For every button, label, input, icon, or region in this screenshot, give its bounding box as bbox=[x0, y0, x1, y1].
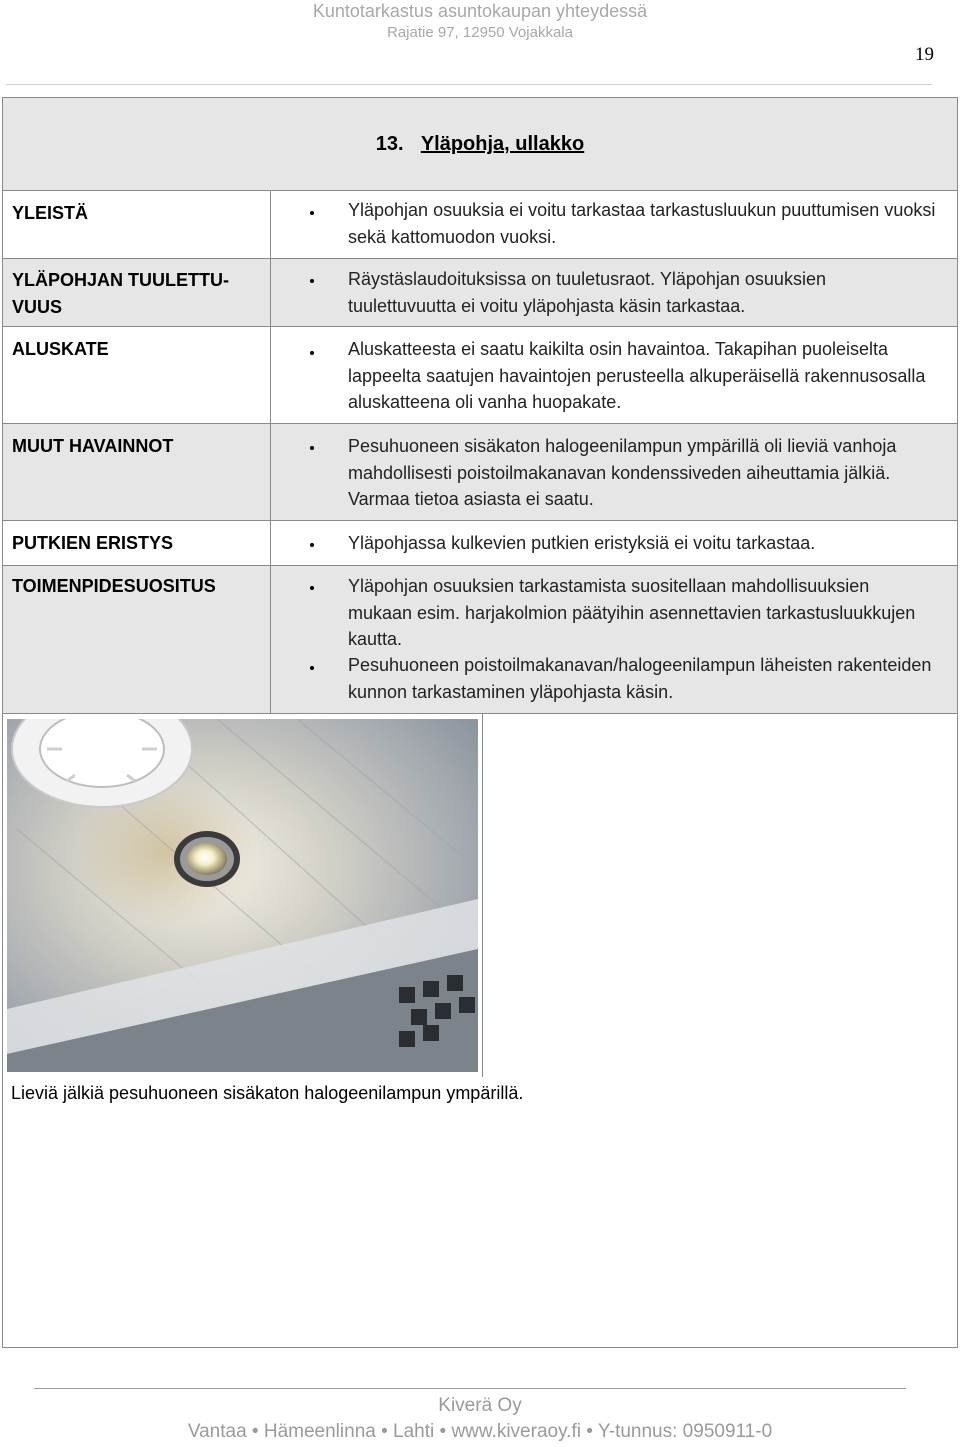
header-divider bbox=[6, 84, 932, 85]
section-title bbox=[3, 98, 957, 190]
table-row bbox=[3, 259, 957, 326]
photo-caption: Lieviä jälkiä pesuhuoneen sisäkaton halogeenilampun ympärillä. bbox=[11, 1083, 524, 1103]
table-row bbox=[3, 327, 957, 423]
table-row bbox=[3, 191, 957, 258]
column-divider bbox=[270, 191, 271, 713]
section-heading: Yläpohja, ullakko bbox=[420, 133, 585, 155]
row-label: MUUT HAVAINNOT bbox=[12, 436, 174, 456]
bullet-icon bbox=[310, 586, 314, 590]
footer-company: Kiverä Oy bbox=[438, 1395, 522, 1416]
bullet-icon bbox=[310, 543, 314, 547]
row-text: Aluskatteesta ei saatu kaikilta osin havaintoa. Takapihan puoleiselta lappeelta saatujen havaintojen perusteella alkuperäisellä rakennusosalla aluskatteena oli vanha huopakate. bbox=[348, 339, 926, 412]
table-row bbox=[3, 424, 957, 520]
row-label: PUTKIEN ERISTYS bbox=[12, 533, 174, 553]
table-row bbox=[3, 521, 957, 565]
row-label: ALUSKATE bbox=[12, 339, 109, 359]
row-label: YLÄPOHJAN TUULETTU- VUUS bbox=[12, 270, 229, 317]
footer-divider bbox=[34, 1388, 906, 1389]
row-text: Yläpohjan osuuksien tarkastamista suositellaan mahdollisuuksien mukaan esim. harjakolmion päätyihin asennettavien tarkastusluukkujen kautta. bbox=[348, 576, 916, 649]
row-text: Pesuhuoneen sisäkaton halogeenilampun ympärillä oli lieviä vanhoja mahdollisesti poistoilmakanavan kondenssiveden aiheuttamia jälkiä. Varmaa tietoa asiasta ei saatu. bbox=[348, 436, 897, 509]
row-label: YLEISTÄ bbox=[12, 203, 89, 223]
ceiling-lamp-photo bbox=[7, 719, 478, 1072]
row-text: Pesuhuoneen poistoilmakanavan/halogeenilampun läheisten rakenteiden kunnon tarkastaminen yläpohjasta käsin. bbox=[348, 655, 932, 702]
bullet-icon bbox=[310, 211, 314, 215]
header-title: Kuntotarkastus asuntokaupan yhteydessä bbox=[312, 1, 648, 21]
bullet-icon bbox=[310, 446, 314, 450]
row-text: Räystäslaudoituksissa on tuuletusraot. Yläpohjan osuuksien tuulettuvuutta ei voitu yläpohjasta käsin tarkastaa. bbox=[348, 269, 826, 316]
page-number: 19 bbox=[915, 44, 934, 65]
footer-info: Vantaa • Hämeenlinna • Lahti • www.kiveraoy.fi • Y-tunnus: 0950911-0 bbox=[187, 1421, 773, 1442]
row-text: Yläpohjan osuuksia ei voitu tarkastaa tarkastusluukun puuttumisen vuoksi sekä kattomuodon vuoksi. bbox=[348, 200, 936, 247]
section-number: 13. bbox=[375, 133, 404, 155]
header-address: Rajatie 97, 12950 Vojakkala bbox=[387, 24, 573, 41]
table-row bbox=[3, 566, 957, 713]
bullet-icon bbox=[310, 279, 314, 283]
bullet-icon bbox=[310, 666, 314, 670]
row-text: Yläpohjassa kulkevien putkien eristyksiä ei voitu tarkastaa. bbox=[348, 533, 816, 553]
row-label: TOIMENPIDESUOSITUS bbox=[12, 576, 216, 596]
bullet-icon bbox=[310, 351, 314, 355]
